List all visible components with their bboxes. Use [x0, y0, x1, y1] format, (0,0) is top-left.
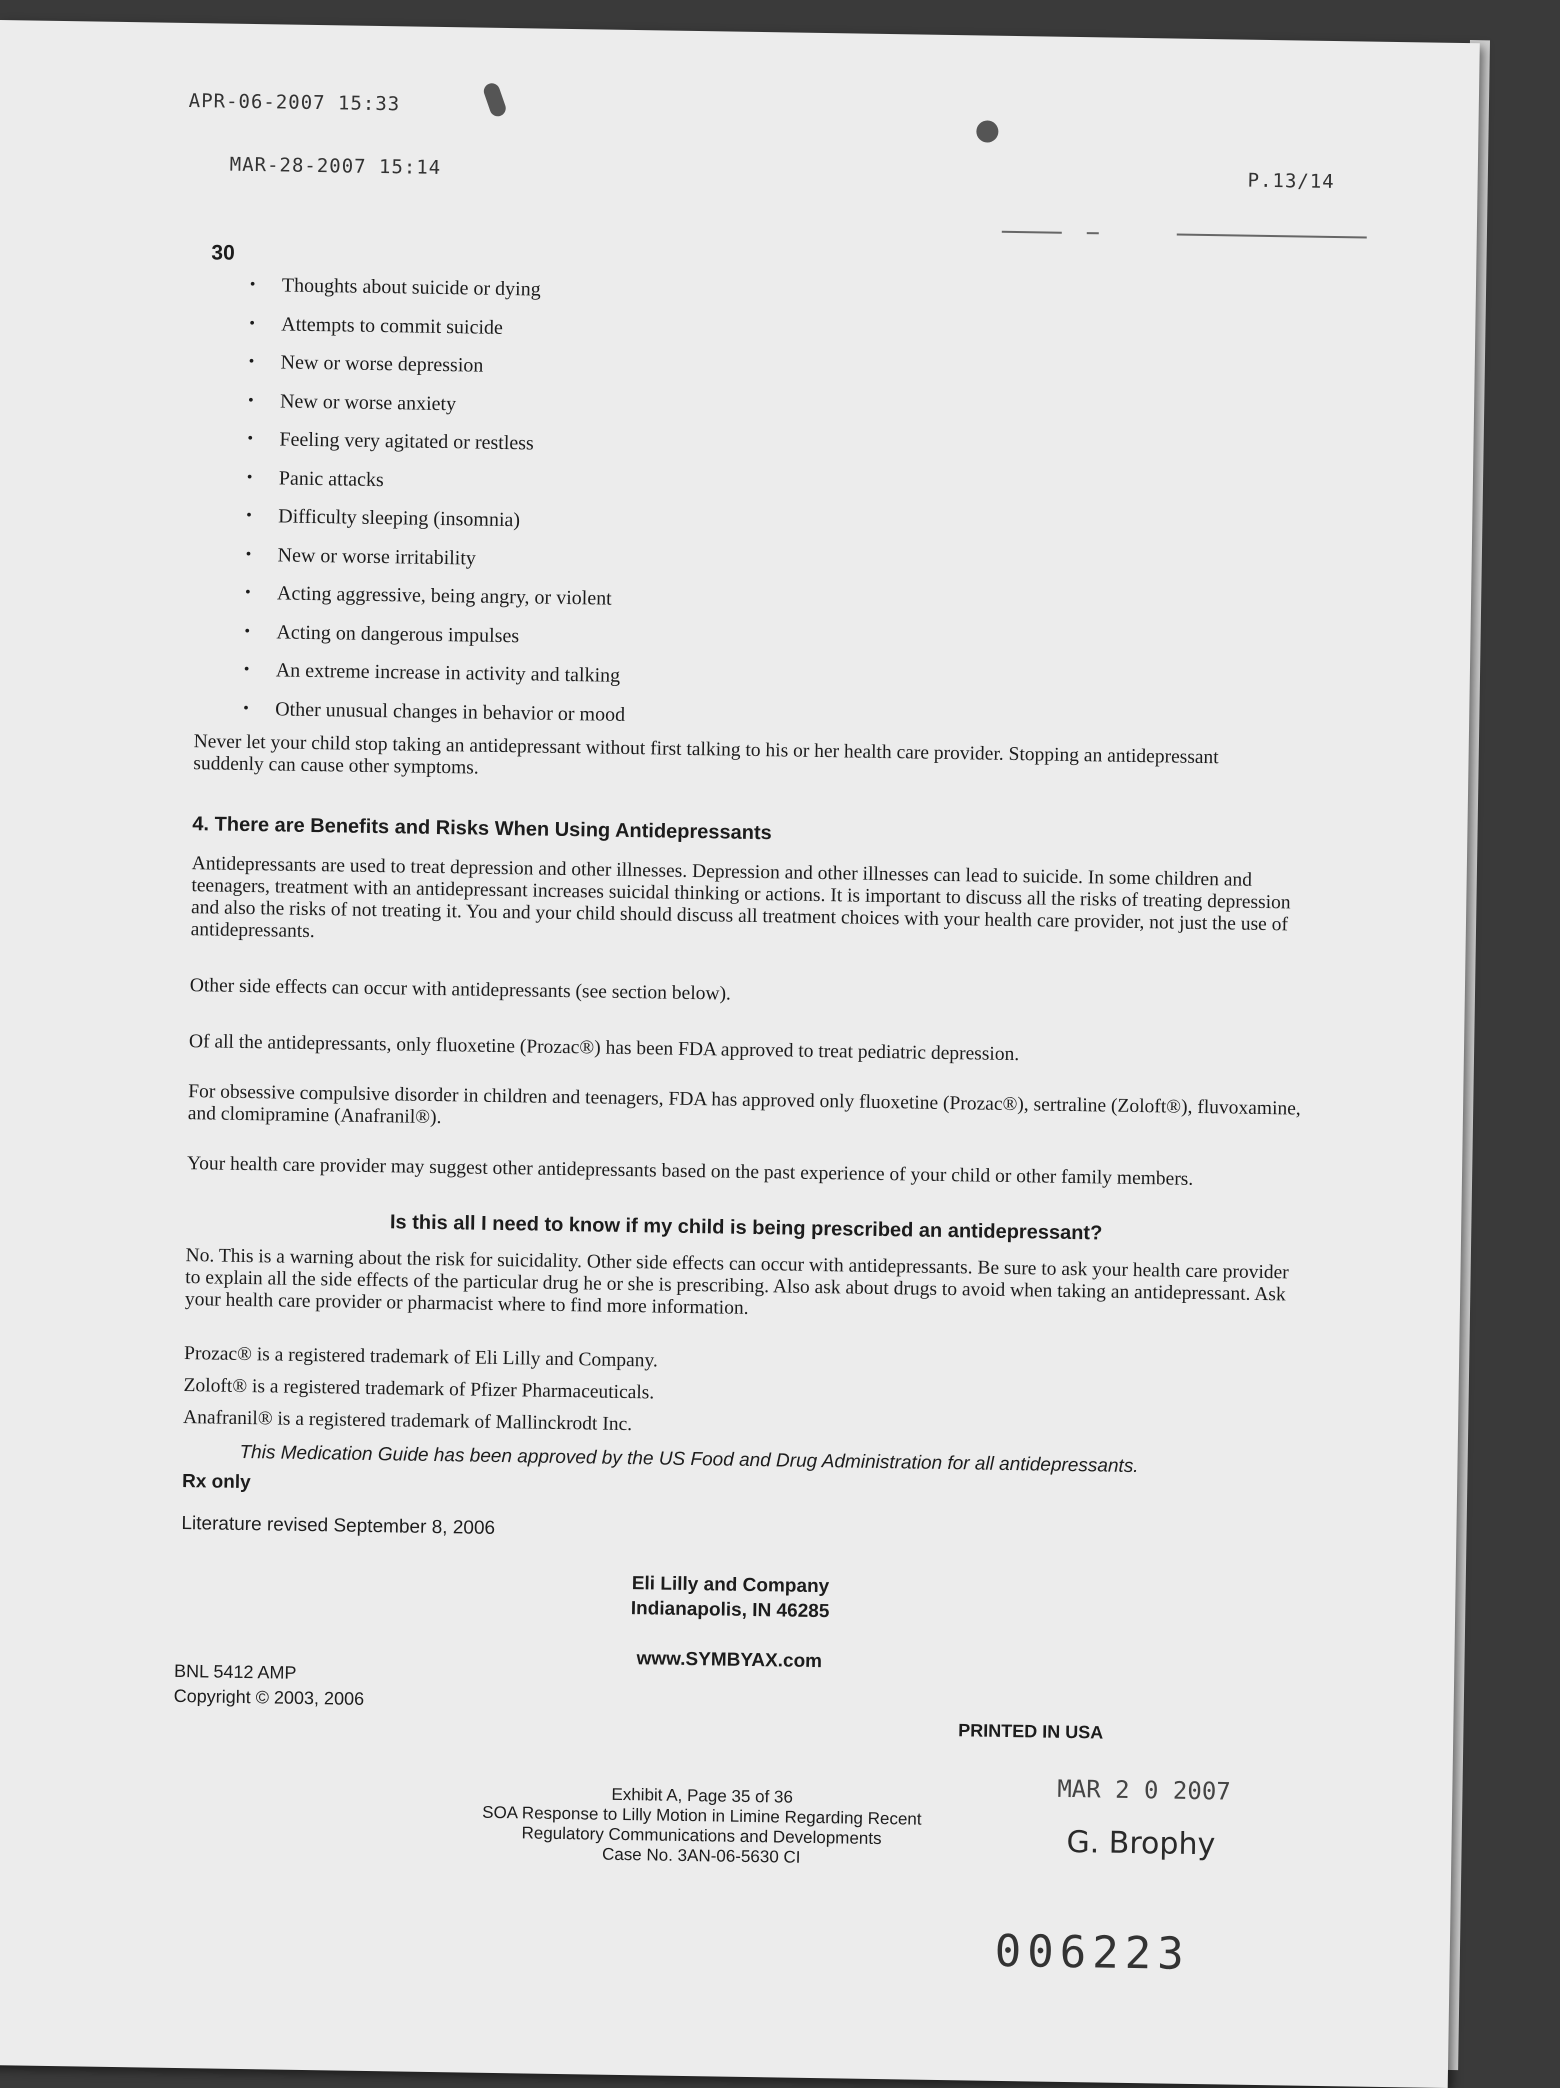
website-url: www.SYMBYAX.com: [636, 1648, 823, 1673]
list-item: • Difficulty sleeping (insomnia): [242, 497, 628, 542]
list-item: • Feeling very agitated or restless: [243, 420, 629, 465]
list-item: • Acting aggressive, being angry, or violent: [241, 574, 627, 619]
exhibit-line-2: SOA Response to Lilly Motion in Limine Regarding Recent: [482, 1802, 922, 1829]
page-number: 30: [211, 241, 235, 265]
signature: G. Brophy: [1066, 1824, 1216, 1863]
paragraph-side-effects: Other side effects can occur with antidepressants (see section below).: [189, 975, 732, 1005]
punch-hole-left: [482, 81, 508, 118]
list-item: • Panic attacks: [243, 458, 629, 503]
copyright-notice: Copyright © 2003, 2006: [173, 1685, 365, 1709]
punch-hole-right: [976, 120, 998, 142]
paragraph-benefits: Antidepressants are used to treat depression and other illnesses. Depression and other illnesses can lead to suicide. In some children and teenagers, treatment with an antidepressant increases suicidal thinking or actions. It is important to discuss all the risks of treating depression and also the risks of not treating it. You and your child should discuss all treatment choices with your health care provider, not just the use of antidepressants.: [190, 853, 1291, 943]
fax-header-line-2: MAR-28-2007 15:14: [229, 153, 442, 179]
company-name: Eli Lilly and Company: [631, 1573, 830, 1598]
list-item: • Acting on dangerous impulses: [240, 612, 626, 657]
list-item: • New or worse irritability: [241, 535, 627, 580]
rx-only: Rx only: [181, 1471, 251, 1494]
bates-number: 006223: [994, 1925, 1191, 1980]
printed-in-usa: PRINTED IN USA: [958, 1720, 1104, 1743]
section-4-heading: 4. There are Benefits and Risks When Using Antidepressants: [192, 813, 772, 845]
paragraph-provider: Your health care provider may suggest other antidepressants based on the past experience of your child or other family members.: [186, 1153, 1194, 1190]
paragraph-ocd: For obsessive compulsive disorder in children and teenagers, FDA has approved only fluoxetine (Prozac®), sertraline (Zoloft®), fluvoxamine, and clomipramine (Anafranil®).: [187, 1081, 1301, 1129]
trademark-prozac: Prozac® is a registered trademark of Eli Lilly and Company.: [183, 1343, 659, 1372]
list-item: • Attempts to commit suicide: [245, 304, 631, 349]
list-item: • New or worse anxiety: [244, 381, 630, 426]
divider-line: [1177, 234, 1367, 239]
divider-line: [1002, 231, 1062, 234]
warning-signs-list: [239, 266, 632, 734]
exhibit-line-4: Case No. 3AN-06-5630 CI: [601, 1844, 801, 1867]
company-city: Indianapolis, IN 46285: [630, 1598, 830, 1623]
trademark-zoloft: Zoloft® is a registered trademark of Pfizer Pharmaceuticals.: [183, 1375, 655, 1404]
revision-date: Literature revised September 8, 2006: [181, 1513, 496, 1539]
question-heading: Is this all I need to know if my child is being prescribed an antidepressant?: [389, 1211, 1103, 1245]
product-code: BNL 5412 AMP: [173, 1660, 297, 1683]
fax-header-line-1: APR-06-2007 15:33: [188, 89, 401, 116]
list-item: • An extreme increase in activity and talking: [240, 651, 626, 696]
document-page: [0, 20, 1480, 2088]
list-item: • Thoughts about suicide or dying: [246, 266, 632, 311]
approval-note: This Medication Guide has been approved by the US Food and Drug Administration for all antidepressants.: [239, 1441, 1139, 1478]
divider-line: [1087, 232, 1099, 234]
fax-page-count: P.13/14: [1247, 169, 1335, 193]
paragraph-no: No. This is a warning about the risk for suicidality. Other side effects can occur with antidepressants. Be sure to ask your health care provider to explain all the side effects of the particular drug he or she is prescribing. Also ask about drugs to avoid when taking an antidepressant. Ask your health care provider or pharmacist where to find more information.: [184, 1245, 1289, 1319]
exhibit-line-1: Exhibit A, Page 35 of 36: [611, 1784, 794, 1807]
paragraph-fluoxetine: Of all the antidepressants, only fluoxetine (Prozac®) has been FDA approved to treat pediatric depression.: [188, 1031, 1020, 1066]
list-item: • New or worse depression: [244, 343, 630, 388]
received-date-stamp: MAR 2 0 2007: [1057, 1774, 1231, 1806]
paragraph-never-stop: Never let your child stop taking an antidepressant without first talking to his or her health care provider. Stopping an antidepressant suddenly can cause other symptoms.: [193, 731, 1219, 779]
list-item: • Other unusual changes in behavior or mood: [239, 689, 625, 734]
exhibit-line-3: Regulatory Communications and Developments: [521, 1823, 882, 1849]
trademark-anafranil: Anafranil® is a registered trademark of Mallinckrodt Inc.: [182, 1407, 633, 1436]
